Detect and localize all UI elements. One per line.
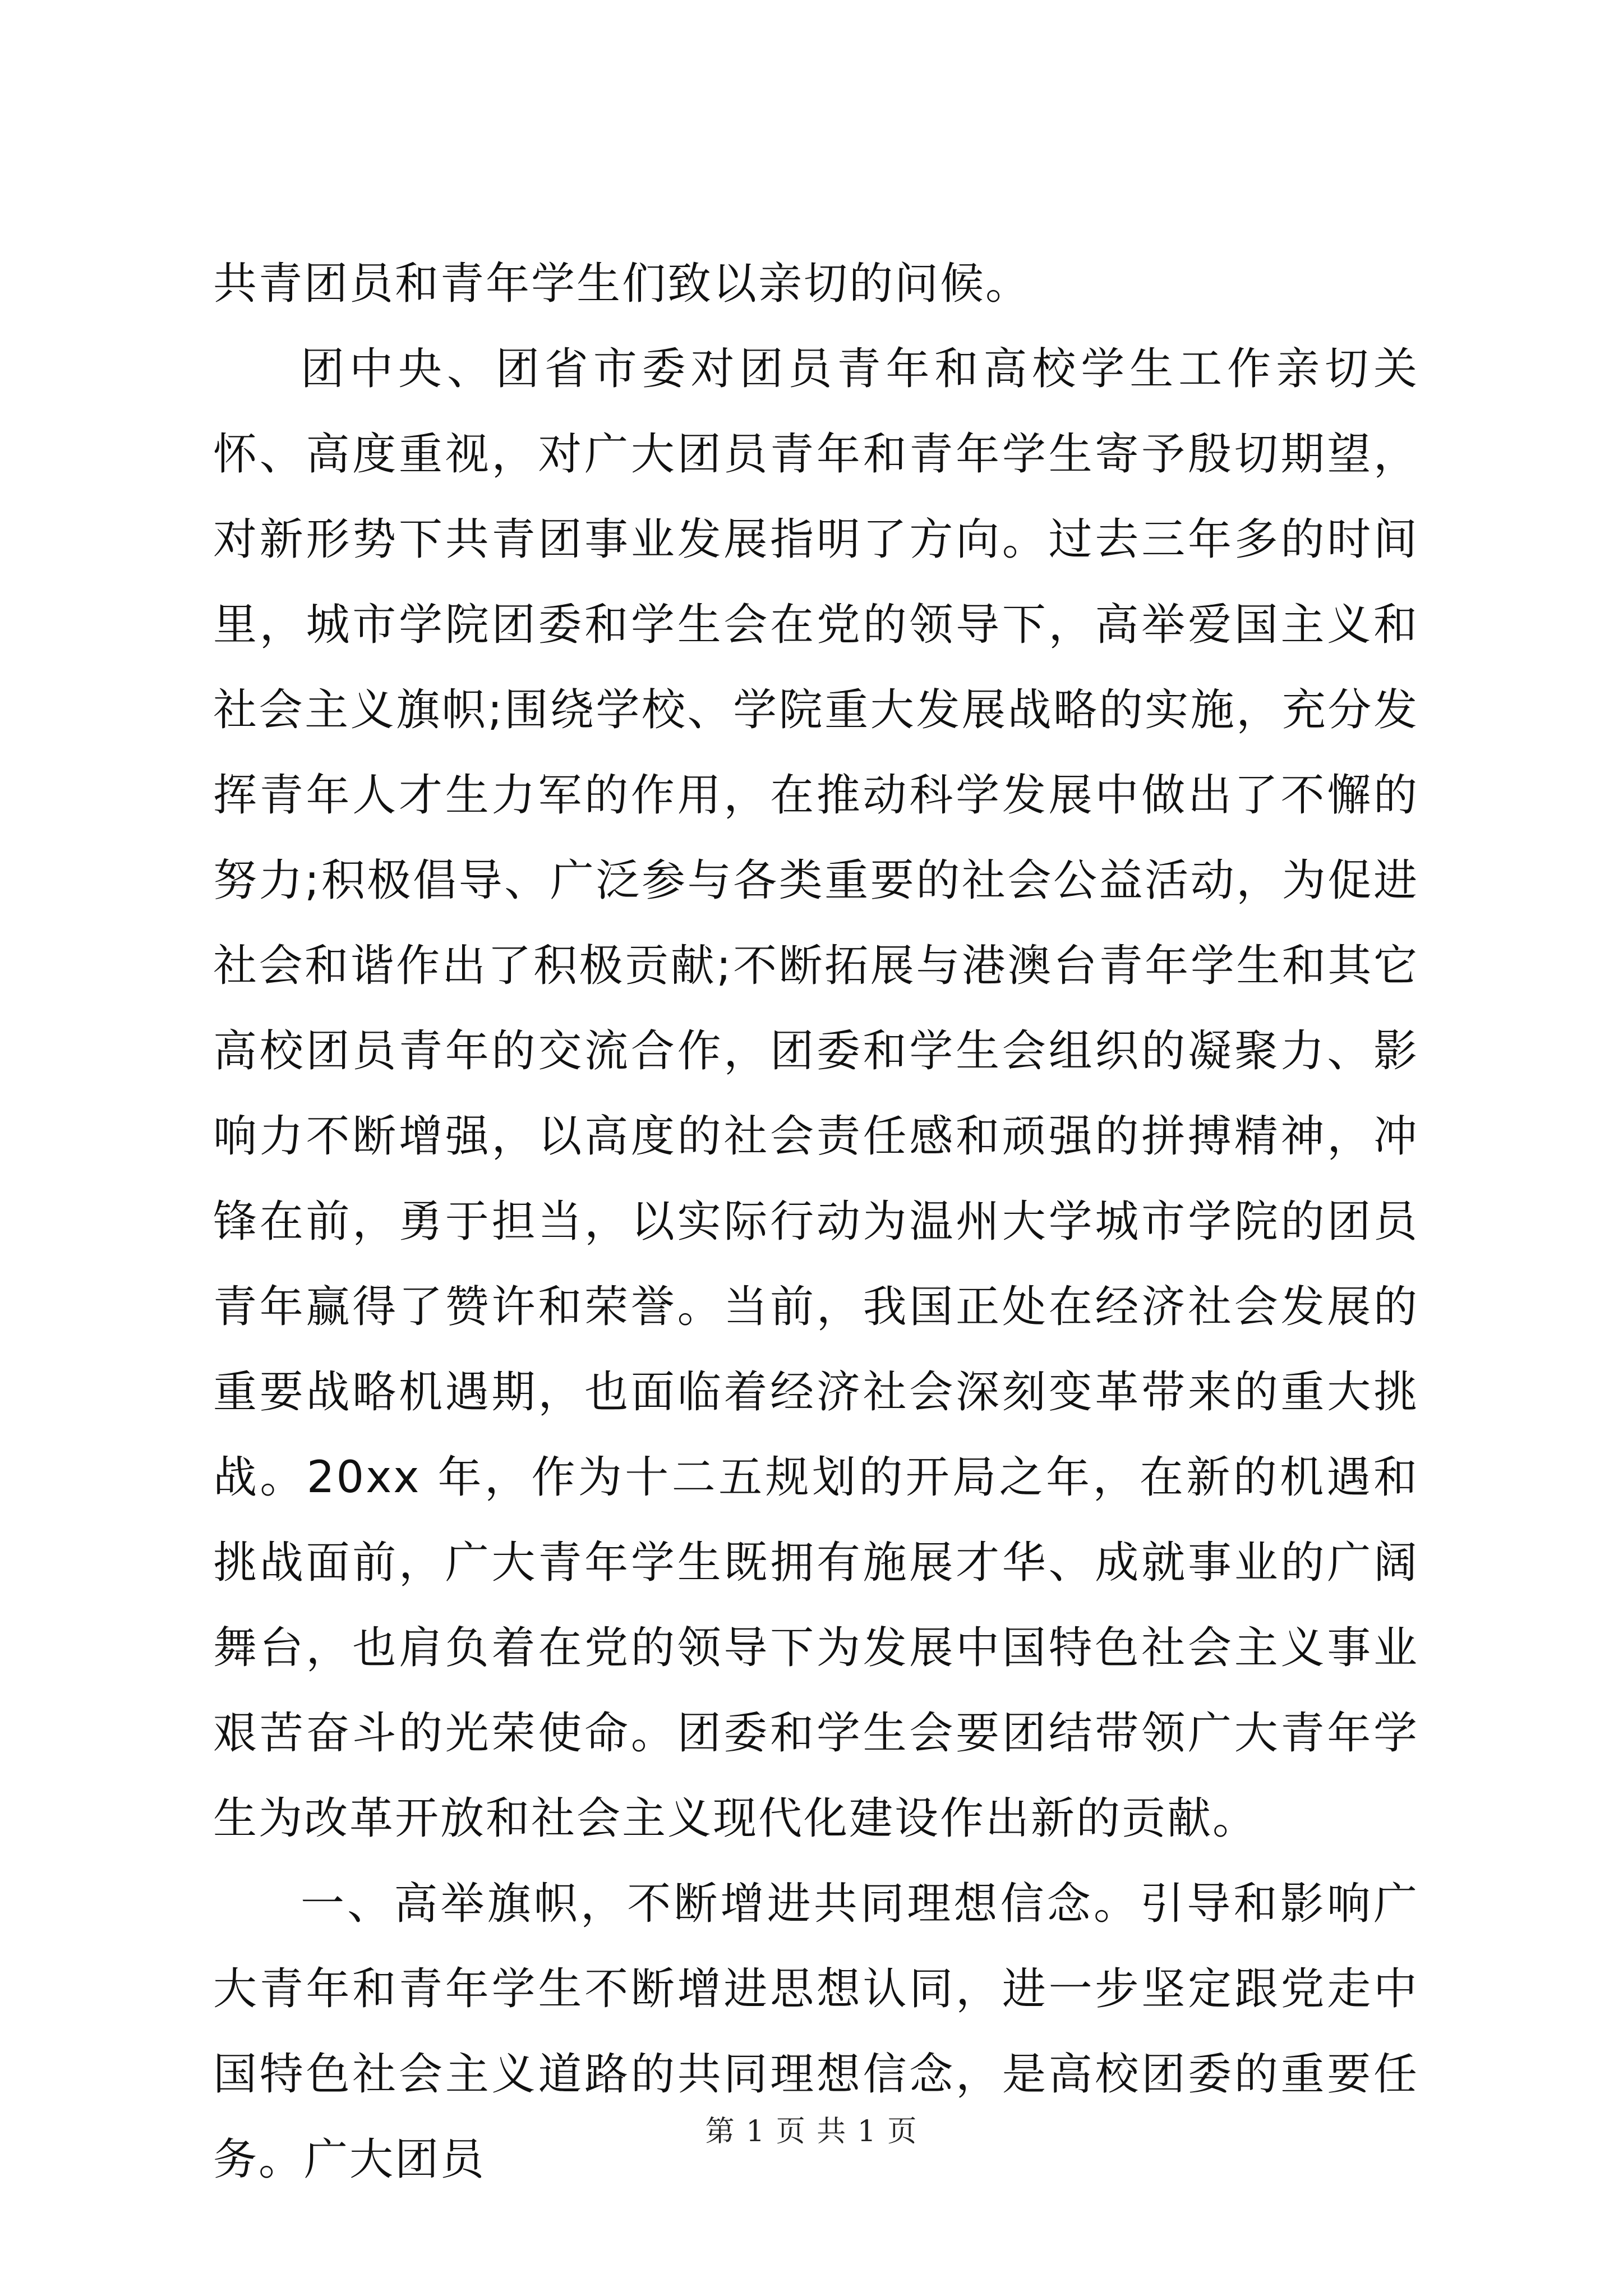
body-text: [213, 241, 1419, 2202]
paragraph-3: 一、高举旗帜，不断增进共同理想信念。引导和影响广大青年和青年学生不断增进思想认同，进一步坚定跟党走中国特色社会主义道路的共同理想信念，是高校团委的重要任务。广大团员: [213, 1879, 1419, 2185]
page-number-label: 第 1 页 共 1 页: [705, 2115, 918, 2148]
page-footer: [0, 2109, 1623, 2154]
paragraph-2: 团中央、团省市委对团员青年和高校学生工作亲切关怀、高度重视，对广大团员青年和青年学生寄予殷切期望，对新形势下共青团事业发展指明了方向。过去三年多的时间里，城市学院团委和学生会在党的领导下，高举爱国主义和社会主义旗帜;围绕学校、学院重大发展战略的实施，充分发挥青年人才生力军的作用，在推动科学发展中做出了不懈的努力;积极倡导、广泛参与各类重要的社会公益活动，为促进社会和谐作出了积极贡献;不断拓展与港澳台青年学生和其它高校团员青年的交流合作，团委和学生会组织的凝聚力、影响力不断增强，以高度的社会责任感和顽强的拼搏精神，冲锋在前，勇于担当，以实际行动为温州大学城市学院的团员青年赢得了赞许和荣誉。当前，我国正处在经济社会发展的重要战略机遇期，也面临着经济社会深刻变革带来的重大挑战。20xx 年，作为十二五规划的开局之年，在新的机遇和挑战面前，广大青年学生既拥有施展才华、成就事业的广阔舞台，也肩负着在党的领导下为发展中国特色社会主义事业艰苦奋斗的光荣使命。团委和学生会要团结带领广大青年学生为改革开放和社会主义现代化建设作出新的贡献。: [213, 344, 1419, 1844]
paragraph-1: 共青团员和青年学生们致以亲切的问候。: [213, 259, 1031, 309]
